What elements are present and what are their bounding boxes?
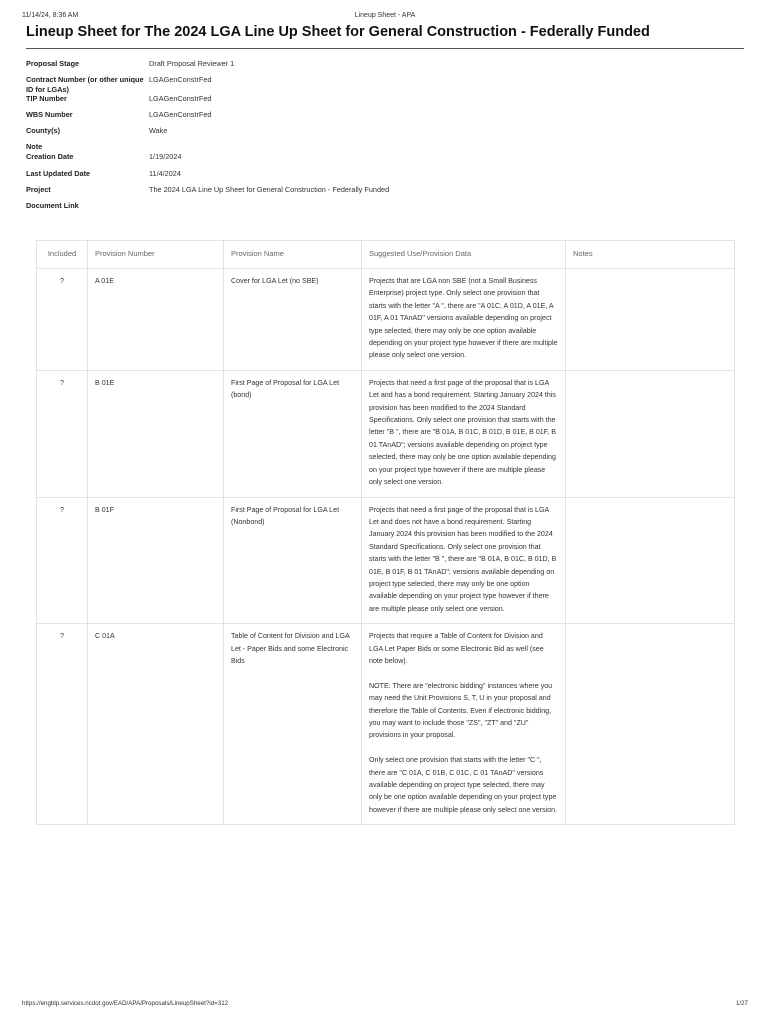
- suggested-use-cell: Projects that require a Table of Content for Division and LGA Let Paper Bids or some Electronic Bid as well (see note below). NOTE: There are "electronic bidding" instances where you may need the Unit Provisions S, T, U in your proposal and therefore the Table of Contents. Even if electronic bidding, you may want to include those "ZS", "ZT" and "ZU" provisions in your proposal. Only select one provision that starts with the letter "C ", there are "C 01A, C 01B, C 01C, C 01 TAnAD" versions available depending on project type selected, there may only be one option available depending on your project type however if there are multiple please only select one version.: [362, 624, 566, 825]
- provisions-table: [36, 240, 735, 825]
- detail-row-creation-date: [26, 152, 726, 162]
- detail-label: Note: [26, 142, 43, 152]
- table-row: [37, 497, 735, 624]
- included-cell[interactable]: ?: [37, 269, 88, 371]
- detail-value: Wake: [149, 126, 168, 136]
- detail-label: Last Updated Date: [26, 168, 91, 178]
- detail-row-counties: [26, 126, 726, 136]
- detail-label: Proposal Stage: [26, 59, 80, 68]
- title-divider: [26, 48, 744, 49]
- page-url: https://engblp.services.ncdot.gov/EAD/APA/Proposals/LineupSheet?id=312: [22, 1000, 229, 1007]
- detail-label: Document Link: [26, 201, 79, 211]
- included-cell[interactable]: ?: [37, 497, 88, 624]
- detail-row-wbs-number: [26, 110, 726, 120]
- notes-cell: [566, 370, 735, 497]
- page-number: 1/27: [735, 1000, 748, 1007]
- detail-value: Draft Proposal Reviewer 1: [149, 59, 235, 68]
- detail-row-proposal-stage: [26, 59, 726, 69]
- print-datetime: 11/14/24, 8:36 AM: [22, 12, 79, 19]
- provision-number-cell: B 01E: [88, 370, 224, 497]
- detail-value: LGAGenConstrFed: [149, 109, 212, 119]
- suggested-use-cell: Projects that need a first page of the proposal that is LGA Let and does not have a bond requirement. Starting January 2024 this provision has been modified to the 2024 Standard Specifications. Only select one provision that starts with the letter "B ", there are "B 01A, B 01C, B 01D, B 01E, B 01F, B 01 TAnAD"; versions available depending on project type selected, there may only be one option available depending on your project type however if there are multiple please only select one version.: [362, 497, 566, 624]
- table-header-row: [37, 241, 735, 269]
- provision-name-cell: Cover for LGA Let (no SBE): [224, 269, 362, 371]
- table-row: [37, 624, 735, 825]
- detail-row-document-link: [26, 201, 726, 211]
- detail-label: County(s): [26, 126, 61, 136]
- notes-cell: [566, 269, 735, 371]
- print-app-title: Lineup Sheet - APA: [354, 12, 416, 19]
- provision-number-cell: B 01F: [88, 497, 224, 624]
- detail-value: 11/4/2024: [149, 168, 181, 178]
- detail-value: 1/19/2024: [149, 152, 182, 162]
- included-cell[interactable]: ?: [37, 624, 88, 825]
- detail-value: [149, 142, 726, 152]
- column-header-included[interactable]: Included: [37, 241, 88, 269]
- print-header: [22, 12, 748, 24]
- column-header-provision-number[interactable]: Provision Number: [88, 241, 224, 269]
- detail-value: The 2024 LGA Line Up Sheet for General Construction - Federally Funded: [149, 184, 390, 194]
- table-row: [37, 269, 735, 371]
- provision-name-cell: Table of Content for Division and LGA Let - Paper Bids and some Electronic Bids: [224, 624, 362, 825]
- detail-row-last-updated: [26, 169, 726, 179]
- column-header-suggested-use[interactable]: Suggested Use/Provision Data: [362, 241, 566, 269]
- detail-row-tip-number: [26, 94, 726, 104]
- provisions-table-container: [36, 240, 734, 825]
- detail-label: WBS Number: [26, 109, 73, 119]
- print-footer: [22, 1000, 748, 1010]
- detail-value: LGAGenConstrFed: [149, 93, 212, 103]
- provision-number-cell: C 01A: [88, 624, 224, 825]
- provision-name-cell: First Page of Proposal for LGA Let (bond): [224, 370, 362, 497]
- proposal-details: [26, 59, 726, 211]
- provision-name-cell: First Page of Proposal for LGA Let (Nonbond): [224, 497, 362, 624]
- detail-label: Creation Date: [26, 152, 74, 162]
- notes-cell: [566, 624, 735, 825]
- detail-label: Project: [26, 184, 51, 194]
- detail-row-contract-number: [26, 75, 726, 95]
- detail-label: TIP Number: [26, 93, 67, 103]
- included-cell[interactable]: ?: [37, 370, 88, 497]
- column-header-notes[interactable]: Notes: [566, 241, 735, 269]
- detail-value: LGAGenConstrFed: [149, 75, 212, 85]
- detail-label: Contract Number (or other unique ID for LGAs): [26, 75, 144, 95]
- page-title: Lineup Sheet for The 2024 LGA Line Up Sheet for General Construction - Federally Funded: [26, 24, 650, 40]
- suggested-use-cell: Projects that need a first page of the proposal that is LGA Let and has a bond requirement. Starting January 2024 this provision has been modified to the 2024 Standard Specifications. Only select one provision that starts with the letter "B ", there are "B 01A, B 01C, B 01D, B 01E, B 01F, B 01 TAnAD"; versions available depending on project type selected, there may only be one option available depending on your project type however if there are multiple please only select one version.: [362, 370, 566, 497]
- column-header-provision-name[interactable]: Provision Name: [224, 241, 362, 269]
- detail-row-note: [26, 142, 726, 152]
- suggested-use-cell: Projects that are LGA non SBE (not a Small Business Enterprise) project type. Only select one provision that starts with the letter "A ", there are "A 01C, A 01D, A 01E, A 01F, A 01 TAnAD" versions available depending on project type selected, there may only be one option available depending on your project type however if there are multiple please only select one version.: [362, 269, 566, 371]
- detail-row-project: [26, 185, 726, 195]
- provision-number-cell: A 01E: [88, 269, 224, 371]
- detail-value[interactable]: [149, 201, 726, 211]
- notes-cell: [566, 497, 735, 624]
- table-row: [37, 370, 735, 497]
